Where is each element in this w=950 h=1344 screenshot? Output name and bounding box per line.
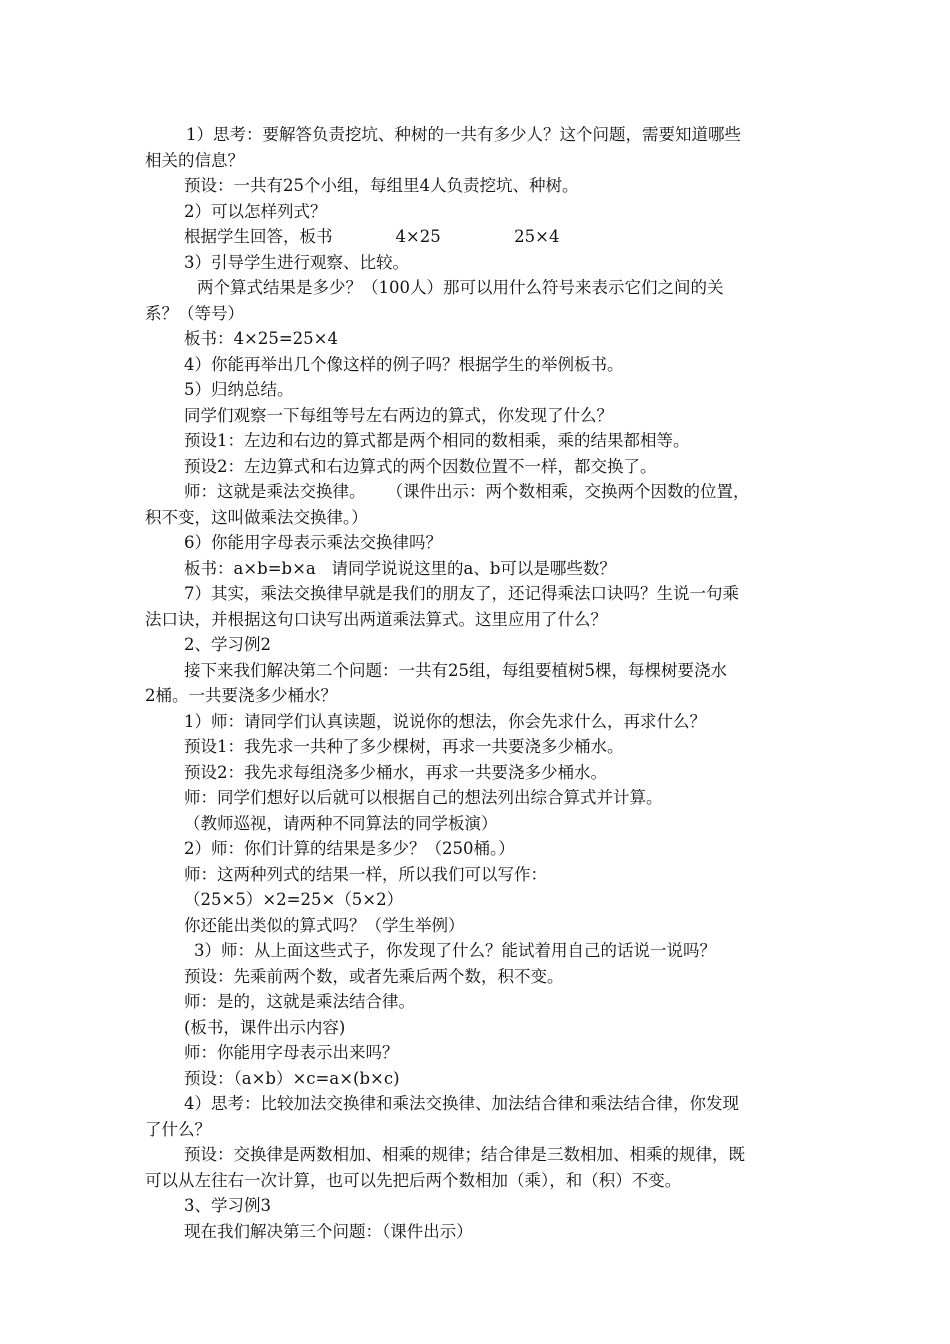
- text-line: 4）思考：比较加法交换律和乘法交换律、加法结合律和乘法结合律，你发现: [184, 1094, 739, 1113]
- text-line: 预设：一共有25个小组，每组里4人负责挖坑、种树。: [184, 176, 579, 195]
- text-line: 板书：4×25=25×4: [184, 329, 338, 348]
- text-line: 师：同学们想好以后就可以根据自己的想法列出综合算式并计算。: [184, 788, 663, 807]
- text-line: 系？（等号）: [145, 303, 244, 323]
- text-line: 了什么？: [145, 1119, 211, 1139]
- text-line: 1）思考：要解答负责挖坑、种树的一共有多少人？这个问题，需要知道哪些: [186, 125, 741, 144]
- text-line: 你还能出类似的算式吗？（学生举例）: [184, 915, 465, 935]
- text-line: 相关的信息？: [145, 150, 244, 170]
- section-heading: 2、学习例2: [184, 635, 271, 654]
- text-line: 预设：先乘前两个数，或者先乘后两个数，积不变。: [184, 966, 564, 986]
- text-line: 积不变，这叫做乘法交换律。）: [145, 507, 368, 527]
- formula-line: 预设：（a×b）×c=a×(b×c): [184, 1068, 400, 1088]
- text-line: 师：这两种列式的结果一样，所以我们可以写作：: [184, 864, 547, 884]
- text-line: 接下来我们解决第二个问题：一共有25组，每组要植树5棵，每棵树要浇水: [184, 660, 727, 680]
- text-line: 师：你能用字母表示出来吗？: [184, 1043, 399, 1062]
- text-line: 预设2：左边算式和右边算式的两个因数位置不一样，都交换了。: [184, 456, 657, 476]
- text-line: 可以从左往右一次计算，也可以先把后两个数相加（乘），和（积）不变。: [145, 1170, 682, 1190]
- text-line: 2）可以怎样列式？: [184, 201, 327, 221]
- text-line: 2）师：你们计算的结果是多少？（250桶。）: [184, 839, 515, 858]
- text-line: 4）你能再举出几个像这样的例子吗？根据学生的举例板书。: [184, 354, 624, 374]
- text-line: (板书，课件出示内容): [184, 1017, 346, 1037]
- text-line: 根据学生回答，板书 4×25 25×4: [184, 227, 560, 246]
- text-line: 法口诀，并根据这句口诀写出两道乘法算式。这里应用了什么？: [145, 609, 607, 629]
- formula-line: （25×5）×2=25×（5×2）: [184, 890, 404, 909]
- text-line: 现在我们解决第三个问题：（课件出示）: [184, 1221, 473, 1241]
- text-line: 预设2：我先求每组浇多少桶水，再求一共要浇多少桶水。: [184, 762, 607, 782]
- text-line: 3）引导学生进行观察、比较。: [184, 252, 409, 272]
- text-line: 两个算式结果是多少？（100人）那可以用什么符号来表示它们之间的关: [197, 278, 724, 297]
- document-page: [145, 122, 813, 1244]
- text-line: 5）归纳总结。: [184, 380, 294, 399]
- text-line: 2桶。一共要浇多少桶水？: [145, 686, 337, 705]
- text-line: 师：这就是乘法交换律。 （课件出示：两个数相乘，交换两个因数的位置，: [184, 482, 750, 501]
- text-line: 预设1：我先求一共种了多少棵树，再求一共要浇多少桶水。: [184, 737, 624, 756]
- text-line: 预设：交换律是两数相加、相乘的规律；结合律是三数相加、相乘的规律，既: [184, 1145, 745, 1164]
- text-line: 7）其实，乘法交换律早就是我们的朋友了，还记得乘法口诀吗？生说一句乘: [184, 584, 739, 603]
- text-line: 1）师：请同学们认真读题，说说你的想法，你会先求什么，再求什么？: [184, 711, 706, 731]
- text-line: （教师巡视，请两种不同算法的同学板演）: [184, 813, 498, 833]
- section-heading: 3、学习例3: [184, 1196, 271, 1215]
- text-line: 师：是的，这就是乘法结合律。: [184, 992, 415, 1011]
- text-line: 板书：a×b=b×a 请同学说说这里的a、b可以是哪些数？: [184, 558, 616, 578]
- text-line: 同学们观察一下每组等号左右两边的算式，你发现了什么？: [184, 405, 613, 425]
- text-line: 预设1：左边和右边的算式都是两个相同的数相乘，乘的结果都相等。: [184, 431, 690, 450]
- text-line: 6）你能用字母表示乘法交换律吗？: [184, 533, 442, 552]
- text-line: 3）师：从上面这些式子，你发现了什么？能试着用自己的话说一说吗？: [194, 941, 716, 960]
